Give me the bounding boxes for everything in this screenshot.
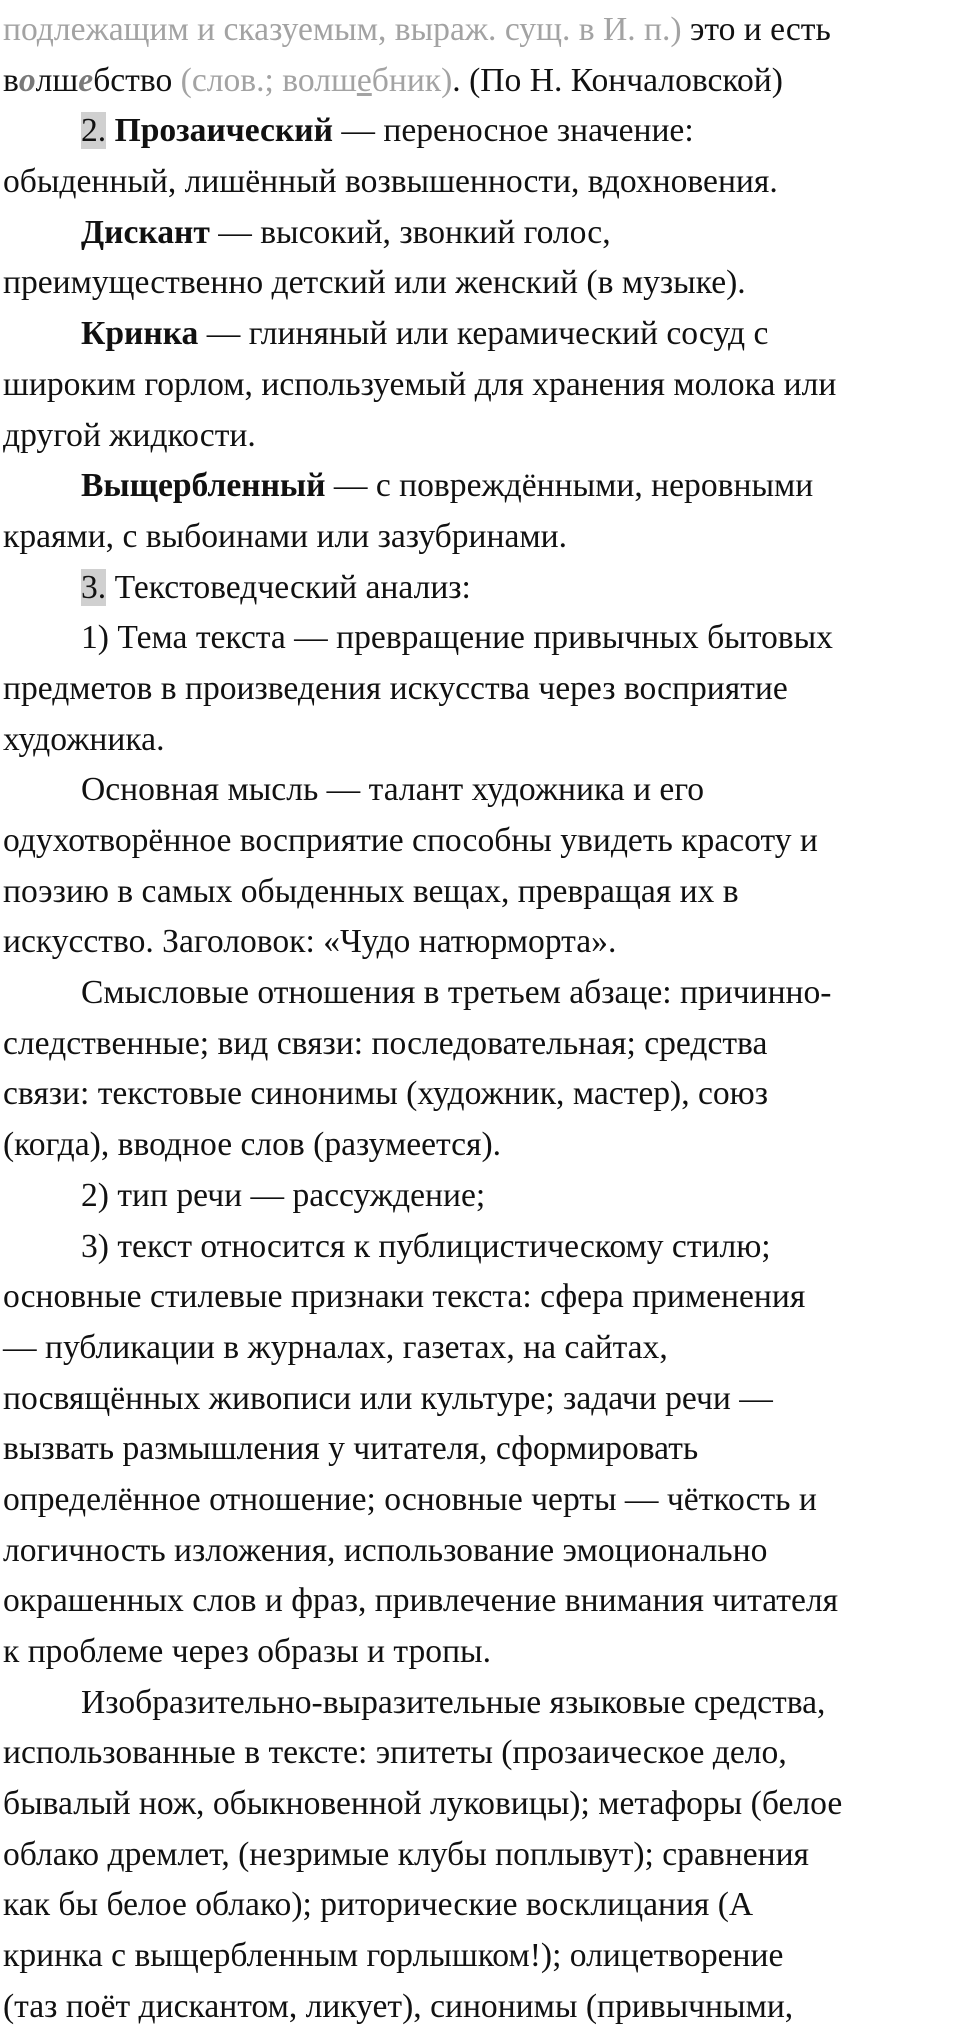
grammar-note: подлежащим и сказуемым, выраж. сущ. в И. п.) (3, 11, 682, 48)
definition-line: широким горлом, используемый для хранения молока или (3, 365, 837, 403)
analysis-line: Смысловые отношения в третьем абзаце: причинно- (81, 974, 832, 1012)
underlined-letter: е (356, 61, 372, 99)
analysis-line: (когда), вводное слов (разумеется). (3, 1126, 502, 1164)
analysis-line: (таз поёт дискантом, ликует), синонимы (привычными, (3, 1987, 794, 2025)
analysis-line: посвящённых живописи или культуре; задачи речи — (3, 1379, 773, 1417)
section-number: 2. (81, 112, 107, 150)
analysis-line: использованные в тексте: эпитеты (прозаическое дело, (3, 1734, 787, 1772)
analysis-line: искусство. Заголовок: «Чудо натюрморта». (3, 923, 617, 961)
definition-line (3, 309, 960, 360)
analysis-line: связи: текстовые синонимы (художник, мастер), союз (3, 1075, 769, 1113)
analysis-line: художника. (3, 720, 165, 758)
analysis-line: определённое отношение; основные черты — чёткость и (3, 1480, 817, 1518)
text-line (3, 5, 960, 56)
analysis-line: Изобразительно-выразительные языковые средства, (81, 1683, 826, 1721)
word-part: бство (93, 61, 173, 99)
analysis-line: к проблеме через образы и тропы. (3, 1633, 491, 1670)
check-word-note (181, 62, 453, 99)
analysis-line: одухотворённое восприятие способны увидеть красоту и (3, 822, 818, 859)
definition-line: краями, с выбоинами или зазубринами. (3, 517, 567, 555)
note-part: (слов.; волш (180, 61, 357, 99)
note-part: бник) (371, 61, 453, 99)
definition-line (3, 461, 960, 512)
analysis-line: Основная мысль — талант художника и его (81, 771, 705, 809)
term: Выщербленный (81, 467, 326, 505)
word-part: лш (35, 61, 79, 99)
vowel-mark: о (18, 61, 36, 99)
text-fragment: это и есть (681, 11, 831, 48)
vowel-mark: е (78, 61, 94, 99)
definition-line: обыденный, лишённый возвышенности, вдохновения. (3, 163, 778, 201)
analysis-line: поэзию в самых обыденных вещах, превращая их в (3, 872, 739, 910)
definition-line (3, 106, 960, 157)
analysis-line: бывалый нож, обыкновенной луковицы); метафоры (белое (3, 1785, 843, 1823)
source-attribution: . (По Н. Кончаловской) (452, 61, 783, 99)
definition-text: — переносное значение: (333, 112, 694, 150)
term: Дискант (81, 213, 210, 251)
term: Кринка (81, 315, 199, 353)
analysis-line: 3) текст относится к публицистическому стилю; (81, 1227, 771, 1265)
section-number: 3. (81, 568, 107, 606)
definition-text: — глиняный или керамический сосуд с (198, 315, 769, 353)
analysis-line: облако дремлет, (незримые клубы поплывут); сравнения (3, 1835, 809, 1873)
analysis-line: предметов в произведения искусства через восприятие (3, 669, 788, 707)
document-page (0, 5, 960, 2026)
definition-text: — с повреждёнными, неровными (325, 467, 814, 505)
analysis-line: 1) Тема текста — превращение привычных бытовых (81, 619, 833, 657)
text-line (3, 56, 960, 107)
analysis-line: следственные; вид связи: последовательная; средства (3, 1024, 768, 1062)
analysis-line: — публикации в журналах, газетах, на сайтах, (3, 1328, 668, 1366)
definition-line: другой жидкости. (3, 416, 256, 454)
analysis-line: вызвать размышления у читателя, сформировать (3, 1430, 699, 1468)
analysis-line: 2) тип речи — рассуждение; (81, 1176, 486, 1214)
section-heading (3, 563, 960, 614)
term: Прозаический (114, 112, 333, 150)
analysis-line: как бы белое облако); риторические восклицания (А (3, 1886, 754, 1924)
analysis-line: кринка с выщербленным горлышком!); олицетворение (3, 1937, 784, 1975)
definition-text: — высокий, звонкий голос, (209, 213, 611, 251)
analysis-line: основные стилевые признаки текста: сфера применения (3, 1278, 806, 1316)
analysis-line: окрашенных слов и фраз, привлечение внимания читателя (3, 1582, 839, 1620)
analysis-line: логичность изложения, использование эмоционально (3, 1531, 768, 1569)
section-title: Текстоведческий анализ: (106, 568, 471, 606)
definition-line (3, 208, 960, 259)
word-part: в (3, 61, 19, 99)
definition-line: преимущественно детский или женский (в музыке). (3, 264, 746, 302)
